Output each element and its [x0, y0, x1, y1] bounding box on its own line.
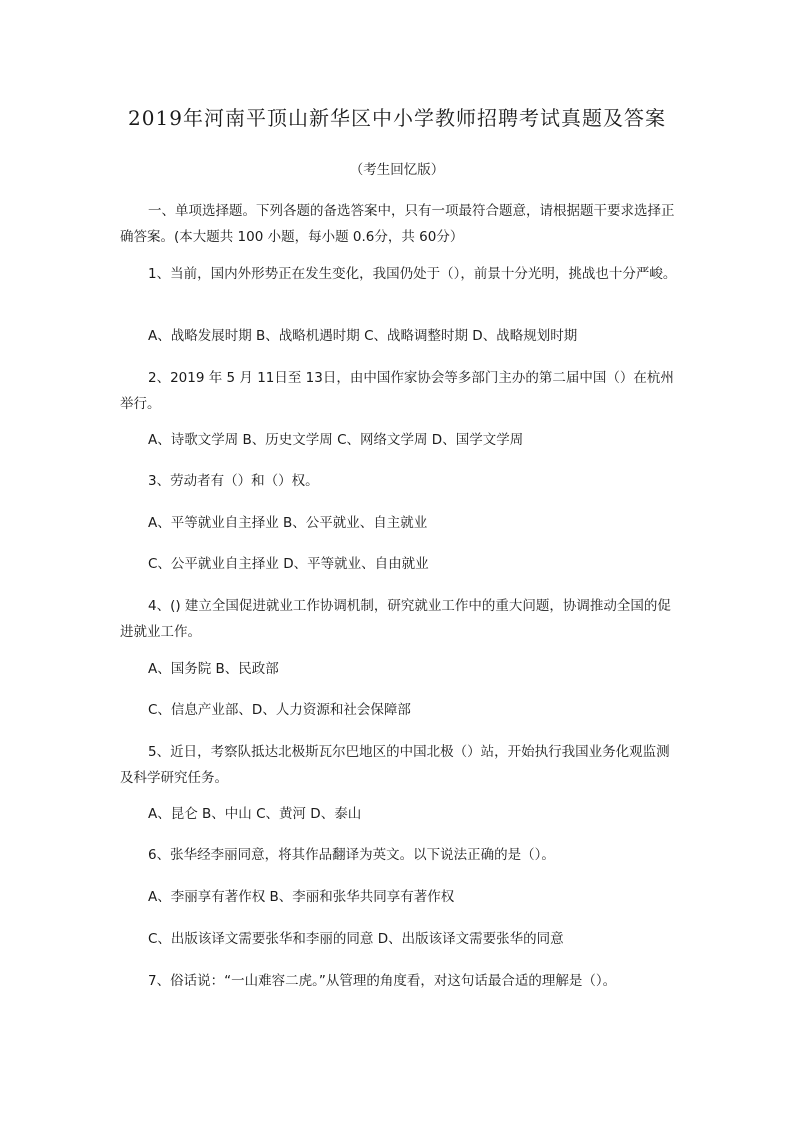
question-7: 7、俗话说：“一山难容二虎。”从管理的角度看，对这句话最合适的理解是（）。 [148, 973, 617, 989]
question-5-options: A、昆仑 B、中山 C、黄河 D、泰山 [148, 806, 362, 822]
question-4-options-cd: C、信息产业部、D、人力资源和社会保障部 [148, 702, 411, 718]
question-3-options-ab: A、平等就业自主择业 B、公平就业、自主就业 [148, 515, 428, 531]
question-6-options-ab: A、李丽享有著作权 B、李丽和张华共同享有著作权 [148, 889, 455, 905]
question-3-options-cd: C、公平就业自主择业 D、平等就业、自由就业 [148, 556, 429, 572]
section-intro: 一、单项选择题。下列各题的备选答案中，只有一项最符合题意，请根据题干要求选择正确答案。(本大题共 100 小题，每小题 0.6分，共 60分） [120, 203, 675, 245]
question-6: 6、张华经李丽同意，将其作品翻译为英文。以下说法正确的是（）。 [148, 847, 555, 863]
question-1-options: A、战略发展时期 B、战略机遇时期 C、战略调整时期 D、战略规划时期 [148, 328, 578, 344]
question-2: 2、2019 年 5 月 11日至 13日，由中国作家协会等多部门主办的第二届中国（）在杭州举行。 [120, 370, 674, 412]
question-3: 3、劳动者有（）和（）权。 [148, 473, 319, 489]
page-subtitle: （考生回忆版） [349, 162, 445, 178]
question-5: 5、近日，考察队抵达北极斯瓦尔巴地区的中国北极（）站，开始执行我国业务化观监测及科学研究任务。 [120, 744, 670, 786]
question-6-options-cd: C、出版该译文需要张华和李丽的同意 D、出版该译文需要张华的同意 [148, 931, 564, 947]
page-title: 2019年河南平顶山新华区中小学教师招聘考试真题及答案 [128, 106, 666, 130]
question-4: 4、() 建立全国促进就业工作协调机制，研究就业工作中的重大问题，协调推动全国的促进就业工作。 [120, 598, 671, 640]
question-4-options-ab: A、国务院 B、民政部 [148, 661, 279, 677]
question-1: 1、当前，国内外形势正在发生变化，我国仍处于（），前景十分光明，挑战也十分严峻。 [148, 266, 677, 282]
question-2-options: A、诗歌文学周 B、历史文学周 C、网络文学周 D、国学文学周 [148, 432, 524, 448]
